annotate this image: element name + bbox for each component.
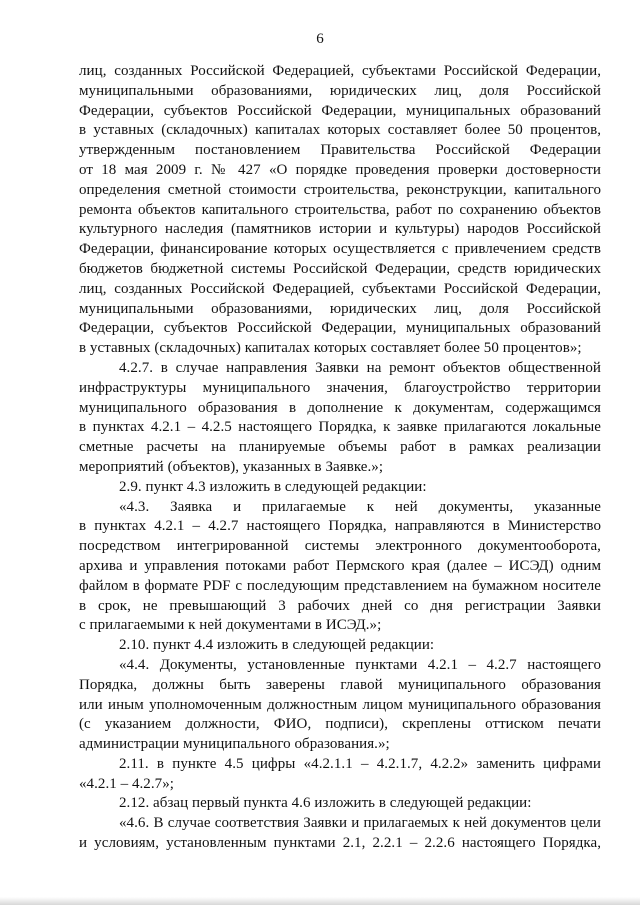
document-body [79, 62, 601, 854]
text-line: в срок, не превышающий 3 рабочих дней со дня регистрации Заявки [79, 597, 601, 614]
text-line: Федерации, финансирование которых осуществляется с привлечением средств [79, 241, 601, 258]
text-line: лиц, созданных Российской Федерацией, субъектами Российской Федерации, [79, 280, 601, 297]
text-line: Федерации, субъектов Российской Федерации, муниципальных образований [79, 320, 601, 337]
text-line: 2.10. пункт 4.4 изложить в следующей редакции: [119, 637, 435, 654]
text-line: ремонта объектов капитального строительства, работ по сохранению объектов [79, 201, 601, 218]
text-line: с прилагаемыми к ней документами в ИСЭД.»; [79, 617, 382, 634]
text-line: сметные расчеты на планируемые объемы работ в рамках реализации [79, 439, 601, 456]
text-line: муниципальными образованиями, юридических лиц, доля Российской [79, 300, 601, 317]
text-line: или иным уполномоченным должностным лицом муниципального образования [79, 696, 601, 713]
text-line: 4.2.7. в случае направления Заявки на ремонт объектов общественной [119, 359, 601, 376]
text-line: в уставных (складочных) капиталах которых составляет более 50 процентов»; [79, 340, 582, 357]
text-line: утвержденным постановлением Правительства Российской Федерации [79, 142, 601, 159]
text-line: инфраструктуры муниципального значения, благоустройство территории [79, 379, 601, 396]
text-line: «4.6. В случае соответствия Заявки и прилагаемых к ней документов цели [119, 815, 601, 832]
text-line: лиц, созданных Российской Федерацией, субъектами Российской Федерации, [79, 63, 601, 79]
scan-edge [0, 897, 640, 905]
page-number: 6 [316, 31, 324, 47]
text-line: 2.11. в пункте 4.5 цифры «4.2.1.1 – 4.2.1.7, 4.2.2» заменить цифрами [119, 755, 601, 772]
text-line: 2.9. пункт 4.3 изложить в следующей редакции: [119, 478, 427, 495]
text-line: администрации муниципального образования.»; [79, 736, 390, 753]
text-line: в пунктах 4.2.1 – 4.2.5 настоящего Порядка, к заявке прилагаются локальные [79, 419, 601, 436]
text-line: файлом в формате PDF с последующим представлением на бумажном носителе [79, 577, 601, 594]
text-line: определения сметной стоимости строительства, реконструкции, капитального [79, 181, 601, 198]
text-line: архива и управления потоками работ Пермского края (далее – ИСЭД) одним [79, 557, 601, 574]
text-line: в уставных (складочных) капиталах которых составляет более 50 процентов, [79, 122, 601, 139]
text-line: в пунктах 4.2.1 – 4.2.7 настоящего Порядка, направляются в Министерство [79, 518, 601, 535]
text-line: мероприятий (объектов), указанных в Заявке.»; [79, 458, 384, 475]
text-line: (с указанием должности, ФИО, подписи), скреплены оттиском печати [79, 716, 601, 733]
text-line: Порядка, должны быть заверены главой муниципального образования [79, 676, 601, 693]
text-line: и условиям, установленным пунктами 2.1, 2.2.1 – 2.2.6 настоящего Порядка, [79, 835, 601, 852]
text-line: от 18 мая 2009 г. № 427 «О порядке проведения проверки достоверности [79, 161, 601, 178]
text-line: муниципальными образованиями, юридических лиц, доля Российской [79, 82, 601, 99]
text-line: посредством интегрированной системы электронного документооборота, [79, 538, 601, 555]
text-line: муниципального образования в дополнение к документам, содержащимся [79, 399, 601, 416]
text-line: «4.4. Документы, установленные пунктами 4.2.1 – 4.2.7 настоящего [119, 656, 601, 673]
text-line: Федерации, субъектов Российской Федерации, муниципальных образований [79, 102, 601, 119]
text-line: «4.3. Заявка и прилагаемые к ней документы, указанные [119, 498, 601, 515]
text-line: 2.12. абзац первый пункта 4.6 изложить в следующей редакции: [119, 795, 532, 812]
text-line: «4.2.1 – 4.2.7»; [79, 775, 174, 792]
text-line: культурного наследия (памятников истории и культуры) народов Российской [79, 221, 601, 238]
text-line: бюджетов бюджетной системы Российской Федерации, средств юридических [79, 260, 601, 277]
